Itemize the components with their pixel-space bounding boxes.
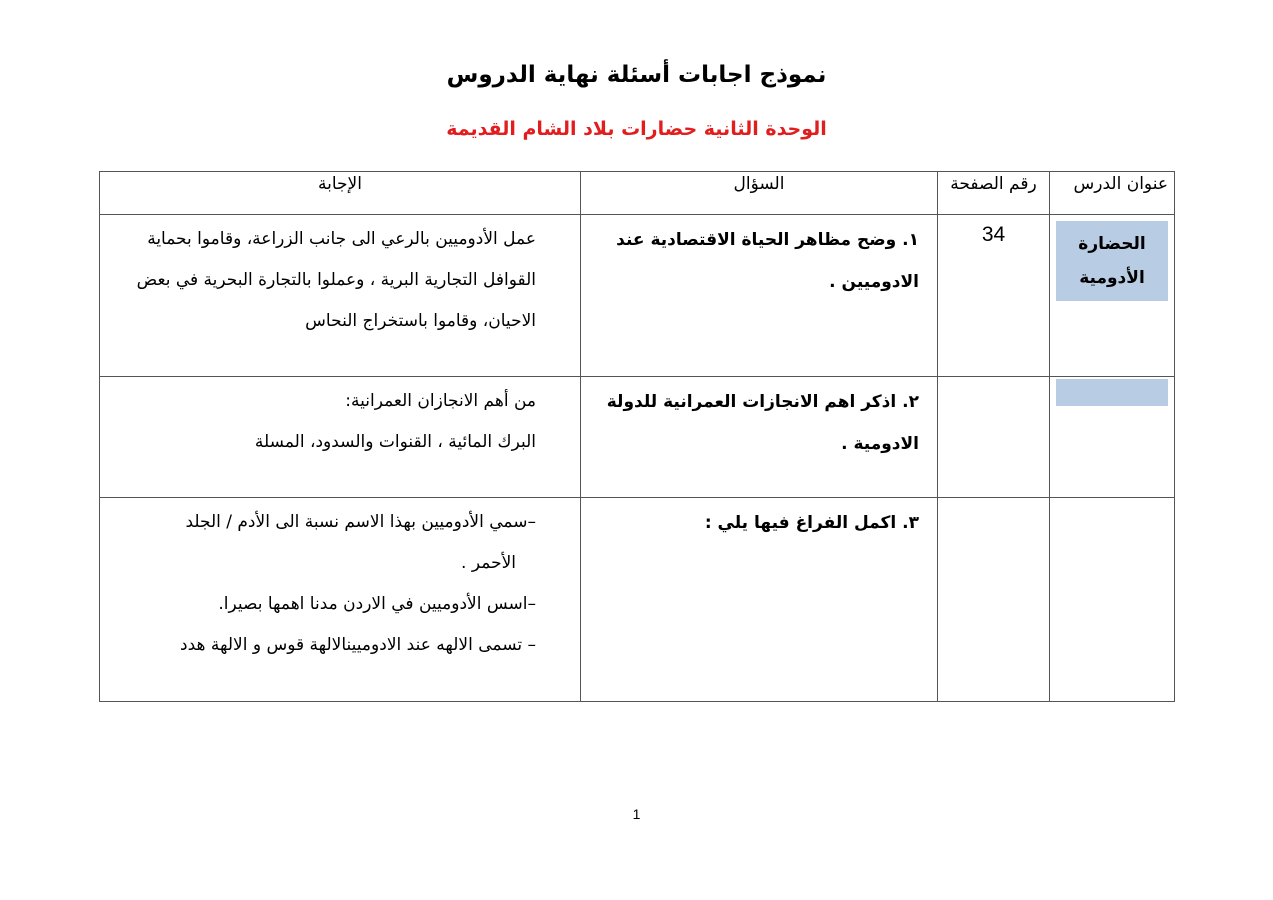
page-cell: [938, 498, 1050, 702]
footer-page-number: 1: [632, 806, 641, 822]
answer-line: من أهم الانجازان العمرانية:: [345, 391, 536, 411]
lesson-cell: [1050, 377, 1175, 498]
question-cell: [581, 377, 938, 498]
lesson-title: الحضارة الأدومية: [1056, 221, 1168, 301]
table-row: [100, 215, 1175, 377]
header-question: السؤال: [581, 172, 938, 215]
page-number: 34: [981, 223, 1006, 246]
header-page-number: رقم الصفحة: [938, 172, 1050, 215]
question-cell: [581, 215, 938, 377]
page-title: نموذج اجابات أسئلة نهاية الدروس: [446, 62, 827, 88]
answer-cell: [100, 215, 581, 377]
answer-line: الأحمر .: [461, 553, 516, 573]
question-text: ١. وضح مظاهر الحياة الاقتصادية عند الادوميين .: [616, 230, 919, 292]
answer-cell: [100, 377, 581, 498]
answer-line: –سمي الأدوميين بهذا الاسم نسبة الى الأدم / الجلد: [185, 512, 536, 532]
table-row: [100, 498, 1175, 702]
answer-line: البرك المائية ، القنوات والسدود، المسلة: [254, 432, 536, 452]
answer-line: القوافل التجارية البرية ، وعملوا بالتجارة البحرية في بعض: [136, 270, 536, 290]
answers-table: [99, 171, 1175, 702]
question-text: ٢. اذكر اهم الانجازات العمرانية للدولة الادومية .: [606, 392, 919, 454]
lesson-cell: [1050, 498, 1175, 702]
question-text: ٣. اكمل الفراغ فيها يلي :: [704, 513, 919, 533]
answer-line: –اسس الأدوميين في الاردن مدنا اهمها بصيرا.: [218, 594, 536, 614]
header-answer: الإجابة: [100, 172, 581, 215]
answer-text: [100, 498, 580, 666]
answer-text: [100, 215, 580, 342]
page-cell: [938, 215, 1050, 377]
page-number: [938, 377, 1049, 385]
unit-subtitle: الوحدة الثانية حضارات بلاد الشام القديمة: [446, 118, 827, 140]
answer-cell: [100, 498, 581, 702]
answer-line: الاحيان، وقاموا باستخراج النحاس: [305, 311, 536, 331]
page-number: [938, 498, 1049, 506]
lesson-cell: [1050, 215, 1175, 377]
table-header-row: [100, 172, 1175, 215]
answer-text: [100, 377, 580, 463]
answer-line: عمل الأدوميين بالرعي الى جانب الزراعة، وقاموا بحماية: [147, 229, 536, 249]
header-lesson-title: عنوان الدرس: [1050, 172, 1175, 215]
lesson-title-highlight: [1056, 379, 1168, 406]
table-row: [100, 377, 1175, 498]
question-cell: [581, 498, 938, 702]
page-cell: [938, 377, 1050, 498]
answer-line: – تسمى الالهه عند الادوميينالالهة قوس و الالهة هدد: [180, 635, 536, 655]
